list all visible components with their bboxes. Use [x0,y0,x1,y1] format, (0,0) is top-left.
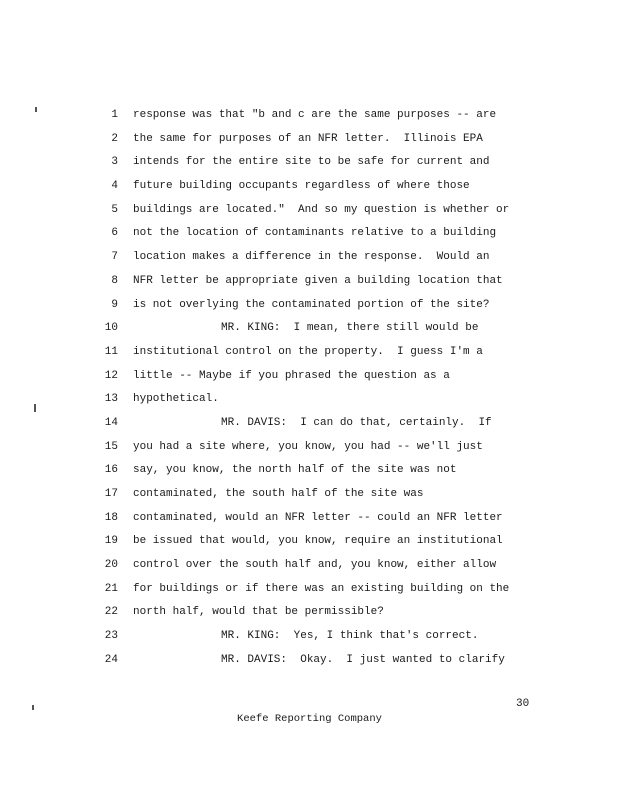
line-number: 2 [111,132,118,145]
transcript-line [0,412,619,436]
line-text: you had a site where, you know, you had -- we'll just [133,440,483,453]
line-number: 22 [104,606,118,619]
line-text: institutional control on the property. I guess I'm a [133,345,483,358]
line-number: 21 [104,582,118,595]
line-number: 23 [104,630,118,643]
transcript-line [0,222,619,246]
line-number: 14 [104,416,118,429]
line-number: 6 [111,227,118,240]
page-number: 30 [516,698,530,710]
transcript-line [0,483,619,507]
line-text: be issued that would, you know, require an institutional [133,535,503,548]
line-text: response was that "b and c are the same purposes -- are [133,109,497,121]
line-text: buildings are located." And so my question is whether or [133,203,510,216]
transcript-line [0,175,619,199]
transcript-line [0,199,619,223]
transcript-line [0,507,619,531]
line-number: 10 [104,322,118,335]
transcript-line [0,436,619,460]
line-number: 17 [104,488,118,500]
line-text: for buildings or if there was an existing building on the [133,582,510,595]
line-number: 9 [111,298,118,311]
line-number: 16 [104,464,118,477]
line-number: 1 [111,109,118,121]
footer-reporter-name: Keefe Reporting Company [237,713,382,725]
line-number: 3 [111,156,118,169]
line-text: NFR letter be appropriate given a building location that [133,274,503,287]
transcript-line [0,625,619,649]
transcript-line [0,317,619,341]
line-number: 11 [104,345,118,358]
line-number: 18 [104,511,118,524]
line-text: future building occupants regardless of where those [133,180,470,193]
scan-speck [32,705,34,710]
line-text: MR. DAVIS: Okay. I just wanted to clarify [221,653,505,666]
line-text: not the location of contaminants relative to a building [133,227,497,240]
line-text: say, you know, the north half of the site was not [133,464,457,477]
line-text: location makes a difference in the response. Would an [133,251,490,264]
line-text: MR. DAVIS: I can do that, certainly. If [221,416,492,429]
line-text: contaminated, the south half of the site was [133,488,424,500]
transcript-line [0,246,619,270]
transcript-line [0,341,619,365]
transcript-line [0,649,619,673]
transcript-line [0,365,619,389]
transcript-line [0,578,619,602]
line-number: 20 [104,559,118,572]
transcript-line [0,530,619,554]
transcript-line [0,294,619,318]
transcript-line [0,459,619,483]
line-text: hypothetical. [133,393,219,406]
line-text: the same for purposes of an NFR letter. Illinois EPA [133,132,483,145]
transcript-line [0,270,619,294]
line-number: 19 [104,535,118,548]
line-number: 7 [111,251,118,264]
transcript-line [0,388,619,412]
transcript-body [0,104,619,673]
line-number: 12 [104,369,118,382]
transcript-line [0,151,619,175]
line-text: MR. KING: Yes, I think that's correct. [221,630,479,643]
transcript-line [0,601,619,625]
transcript-line [0,554,619,578]
transcript-line [0,128,619,152]
line-number: 13 [104,393,118,406]
line-text: little -- Maybe if you phrased the question as a [133,369,450,382]
line-number: 5 [111,203,118,216]
line-number: 15 [104,440,118,453]
line-text: MR. KING: I mean, there still would be [221,322,479,335]
line-number: 4 [111,180,118,193]
line-text: is not overlying the contaminated portion of the site? [133,298,490,311]
line-number: 24 [104,653,118,666]
line-text: control over the south half and, you know, either allow [133,559,497,572]
line-text: north half, would that be permissible? [133,606,384,619]
line-text: contaminated, would an NFR letter -- could an NFR letter [133,511,503,524]
line-number: 8 [111,274,118,287]
line-text: intends for the entire site to be safe for current and [133,156,490,169]
transcript-line [0,104,619,128]
